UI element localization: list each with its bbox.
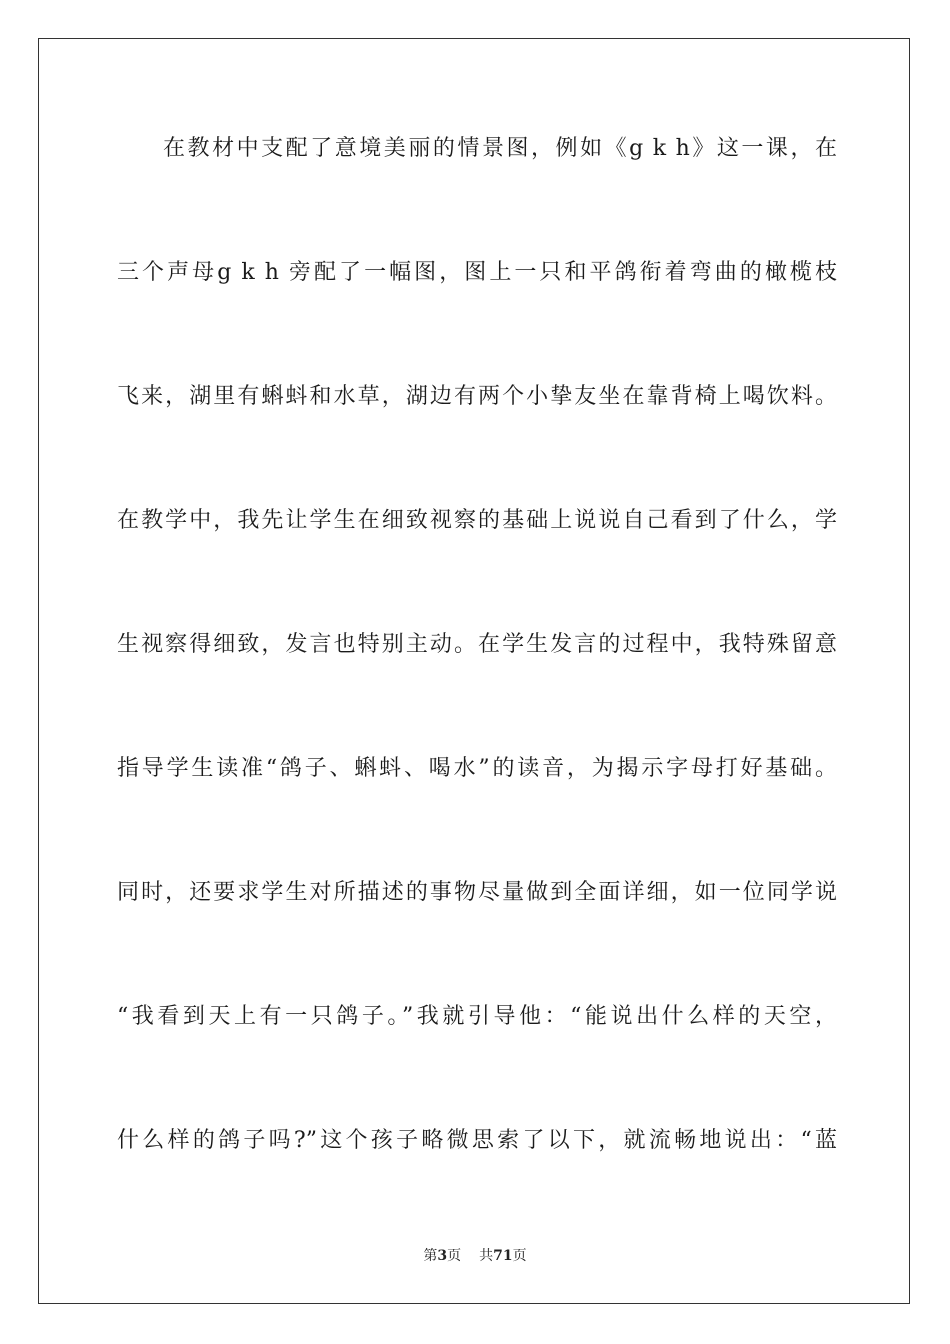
text-line: 指导学生读准“鸽子、蝌蚪、喝水”的读音，为揭示字母打好基础。	[117, 756, 837, 781]
text-line: 生视察得细致，发言也特别主动。在学生发言的过程中，我特殊留意	[117, 632, 837, 657]
text-line: “我看到天上有一只鸽子。”我就引导他：“能说出什么样的天空，	[117, 1004, 837, 1029]
total-pages-number: 71	[493, 1248, 513, 1264]
text-line: 同时，还要求学生对所描述的事物尽量做到全面详细，如一位同学说	[117, 880, 837, 905]
page-footer	[0, 1245, 950, 1265]
footer-page-suffix: 页	[447, 1248, 462, 1264]
footer-prefix: 第	[423, 1248, 438, 1264]
footer-total-prefix: 共	[479, 1248, 494, 1264]
text-line: 在教学中，我先让学生在细致视察的基础上说说自己看到了什么，学	[117, 508, 837, 533]
text-line: 什么样的鸽子吗?”这个孩子略微思索了以下，就流畅地说出：“蓝	[117, 1128, 837, 1153]
text-line: 三个声母g k h 旁配了一幅图，图上一只和平鸽衔着弯曲的橄榄枝	[117, 260, 837, 285]
current-page-number: 3	[437, 1248, 448, 1264]
text-line: 飞来，湖里有蝌蚪和水草，湖边有两个小挚友坐在靠背椅上喝饮料。	[117, 384, 837, 409]
body-paragraph	[117, 118, 837, 1234]
text-line: 在教材中支配了意境美丽的情景图，例如《g k h》这一课，在	[163, 136, 837, 161]
footer-total-suffix: 页	[512, 1248, 527, 1264]
